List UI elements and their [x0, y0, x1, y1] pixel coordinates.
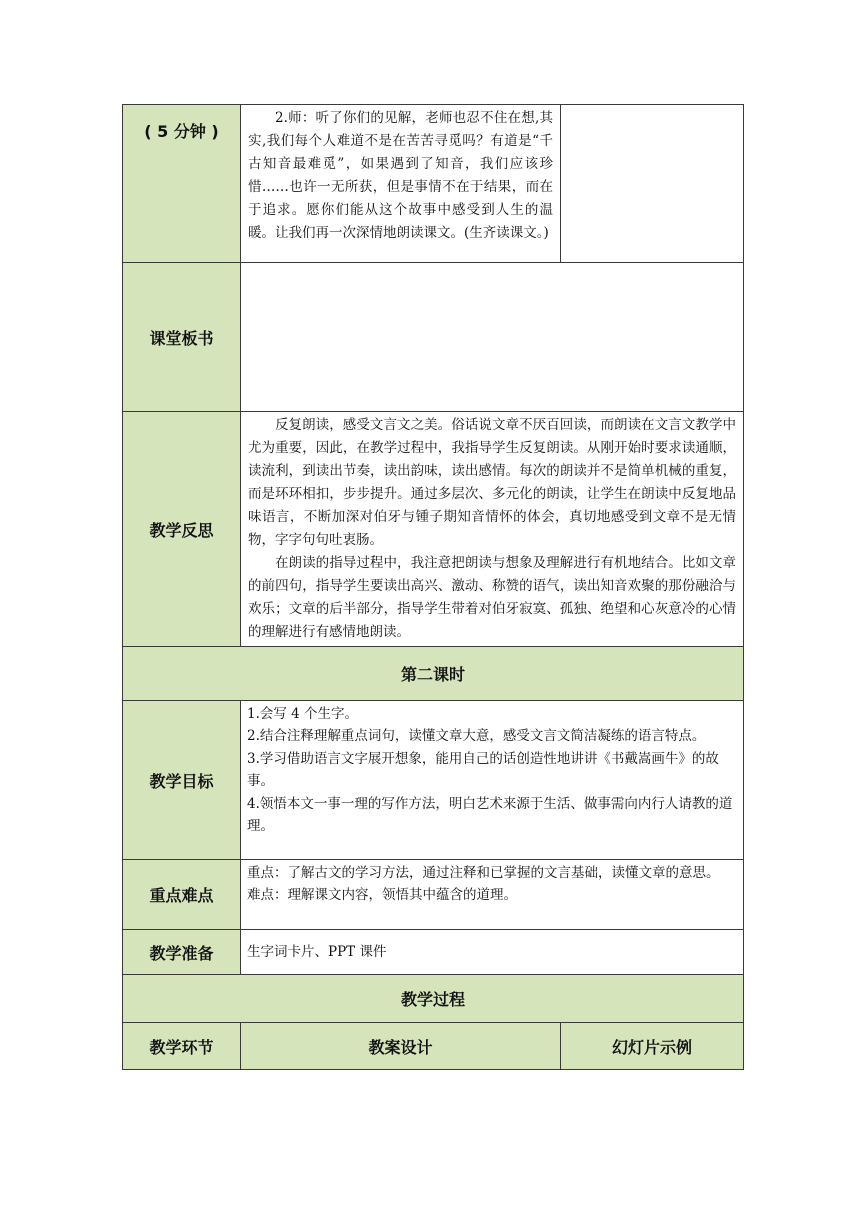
column-header-row: [123, 1023, 744, 1070]
reflection-paragraph-1: 反复朗读，感受文言文之美。俗话说文章不厌百回读，而朗读在文言文教学中尤为重要，因此，在教学过程中，我指导学生反复朗读。从刚开始时要求读通顺，读流利，到读出节奏，读出韵味，读出感情。每次的朗读并不是简单机械的重复，而是环环相扣，步步提升。通过多层次、多元化的朗读，让学生在朗读中反复地品味语言，不断加深对伯牙与锺子期知音情怀的体会，真切地感受到文章不是无情物，字字句句吐衷肠。: [248, 417, 736, 548]
reflection-paragraph-2: 在朗读的指导过程中，我注意把朗读与想象及理解进行有机地结合。比如文章的前四句，指导学生要读出高兴、激动、称赞的语气，读出知音欢聚的那份融洽与欢乐；文章的后半部分，指导学生带着对伯牙寂寞、孤独、绝望和心灰意冷的心情的理解进行有感情地朗读。: [248, 555, 736, 640]
board-row: [123, 263, 744, 412]
goal-item: 1.会写 4 个生字。: [247, 706, 359, 722]
board-content-cell: [241, 263, 744, 412]
lesson-plan-table: [122, 104, 744, 1070]
closing-slide-cell: [561, 105, 744, 263]
goal-item: 3.学习借助语言文字展开想象，能用自己的话创造性地讲讲《书戴嵩画牛》的故事。: [247, 750, 719, 790]
key-points-cell: [241, 860, 744, 930]
closing-row: [123, 105, 744, 263]
prep-text: 生字词卡片、PPT 课件: [241, 930, 744, 975]
goals-row: [123, 701, 744, 860]
column-header-stage: 教学环节: [123, 1023, 241, 1070]
goal-item: 2.结合注释理解重点词句，读懂文章大意，感受文言文简洁凝练的语言特点。: [247, 728, 706, 745]
key-points-text: 重点：了解古文的学习方法，通过注释和已掌握的文言基础，读懂文章的意思。: [247, 865, 720, 881]
column-header-slides: 幻灯片示例: [561, 1023, 744, 1070]
key-points-label: 重点难点: [123, 860, 241, 930]
board-label: 课堂板书: [123, 263, 241, 412]
reflection-cell: [241, 412, 744, 647]
lesson2-row: [123, 647, 744, 701]
time-label: ( 5 分钟 ): [123, 105, 241, 263]
process-row: [123, 975, 744, 1023]
lesson2-title: 第二课时: [123, 647, 744, 701]
closing-text: 2.师：听了你们的见解，老师也忍不住在想,其实,我们每个人难道不是在苦苦寻觅吗？有道是“千古知音最难觅”，如果遇到了知音，我们应该珍惜……也许一无所获，但是事情不在于结果，而在于追求。愿你们能从这个故事中感受到人生的温暖。让我们再一次深情地朗读课文。(生齐读课文。): [248, 110, 553, 241]
process-title: 教学过程: [123, 975, 744, 1023]
difficult-points-text: 难点：理解课文内容，领悟其中蕴含的道理。: [247, 887, 517, 904]
column-header-design: 教案设计: [241, 1023, 561, 1070]
goal-item: 4.领悟本文一事一理的写作方法，明白艺术来源于生活、做事需向内行人请教的道理。: [247, 795, 733, 835]
reflection-row: [123, 412, 744, 647]
goals-cell: [241, 701, 744, 860]
goals-label: 教学目标: [123, 701, 241, 860]
closing-cell: [241, 105, 561, 263]
prep-row: [123, 930, 744, 975]
prep-label: 教学准备: [123, 930, 241, 975]
reflection-label: 教学反思: [123, 412, 241, 647]
key-points-row: [123, 860, 744, 930]
